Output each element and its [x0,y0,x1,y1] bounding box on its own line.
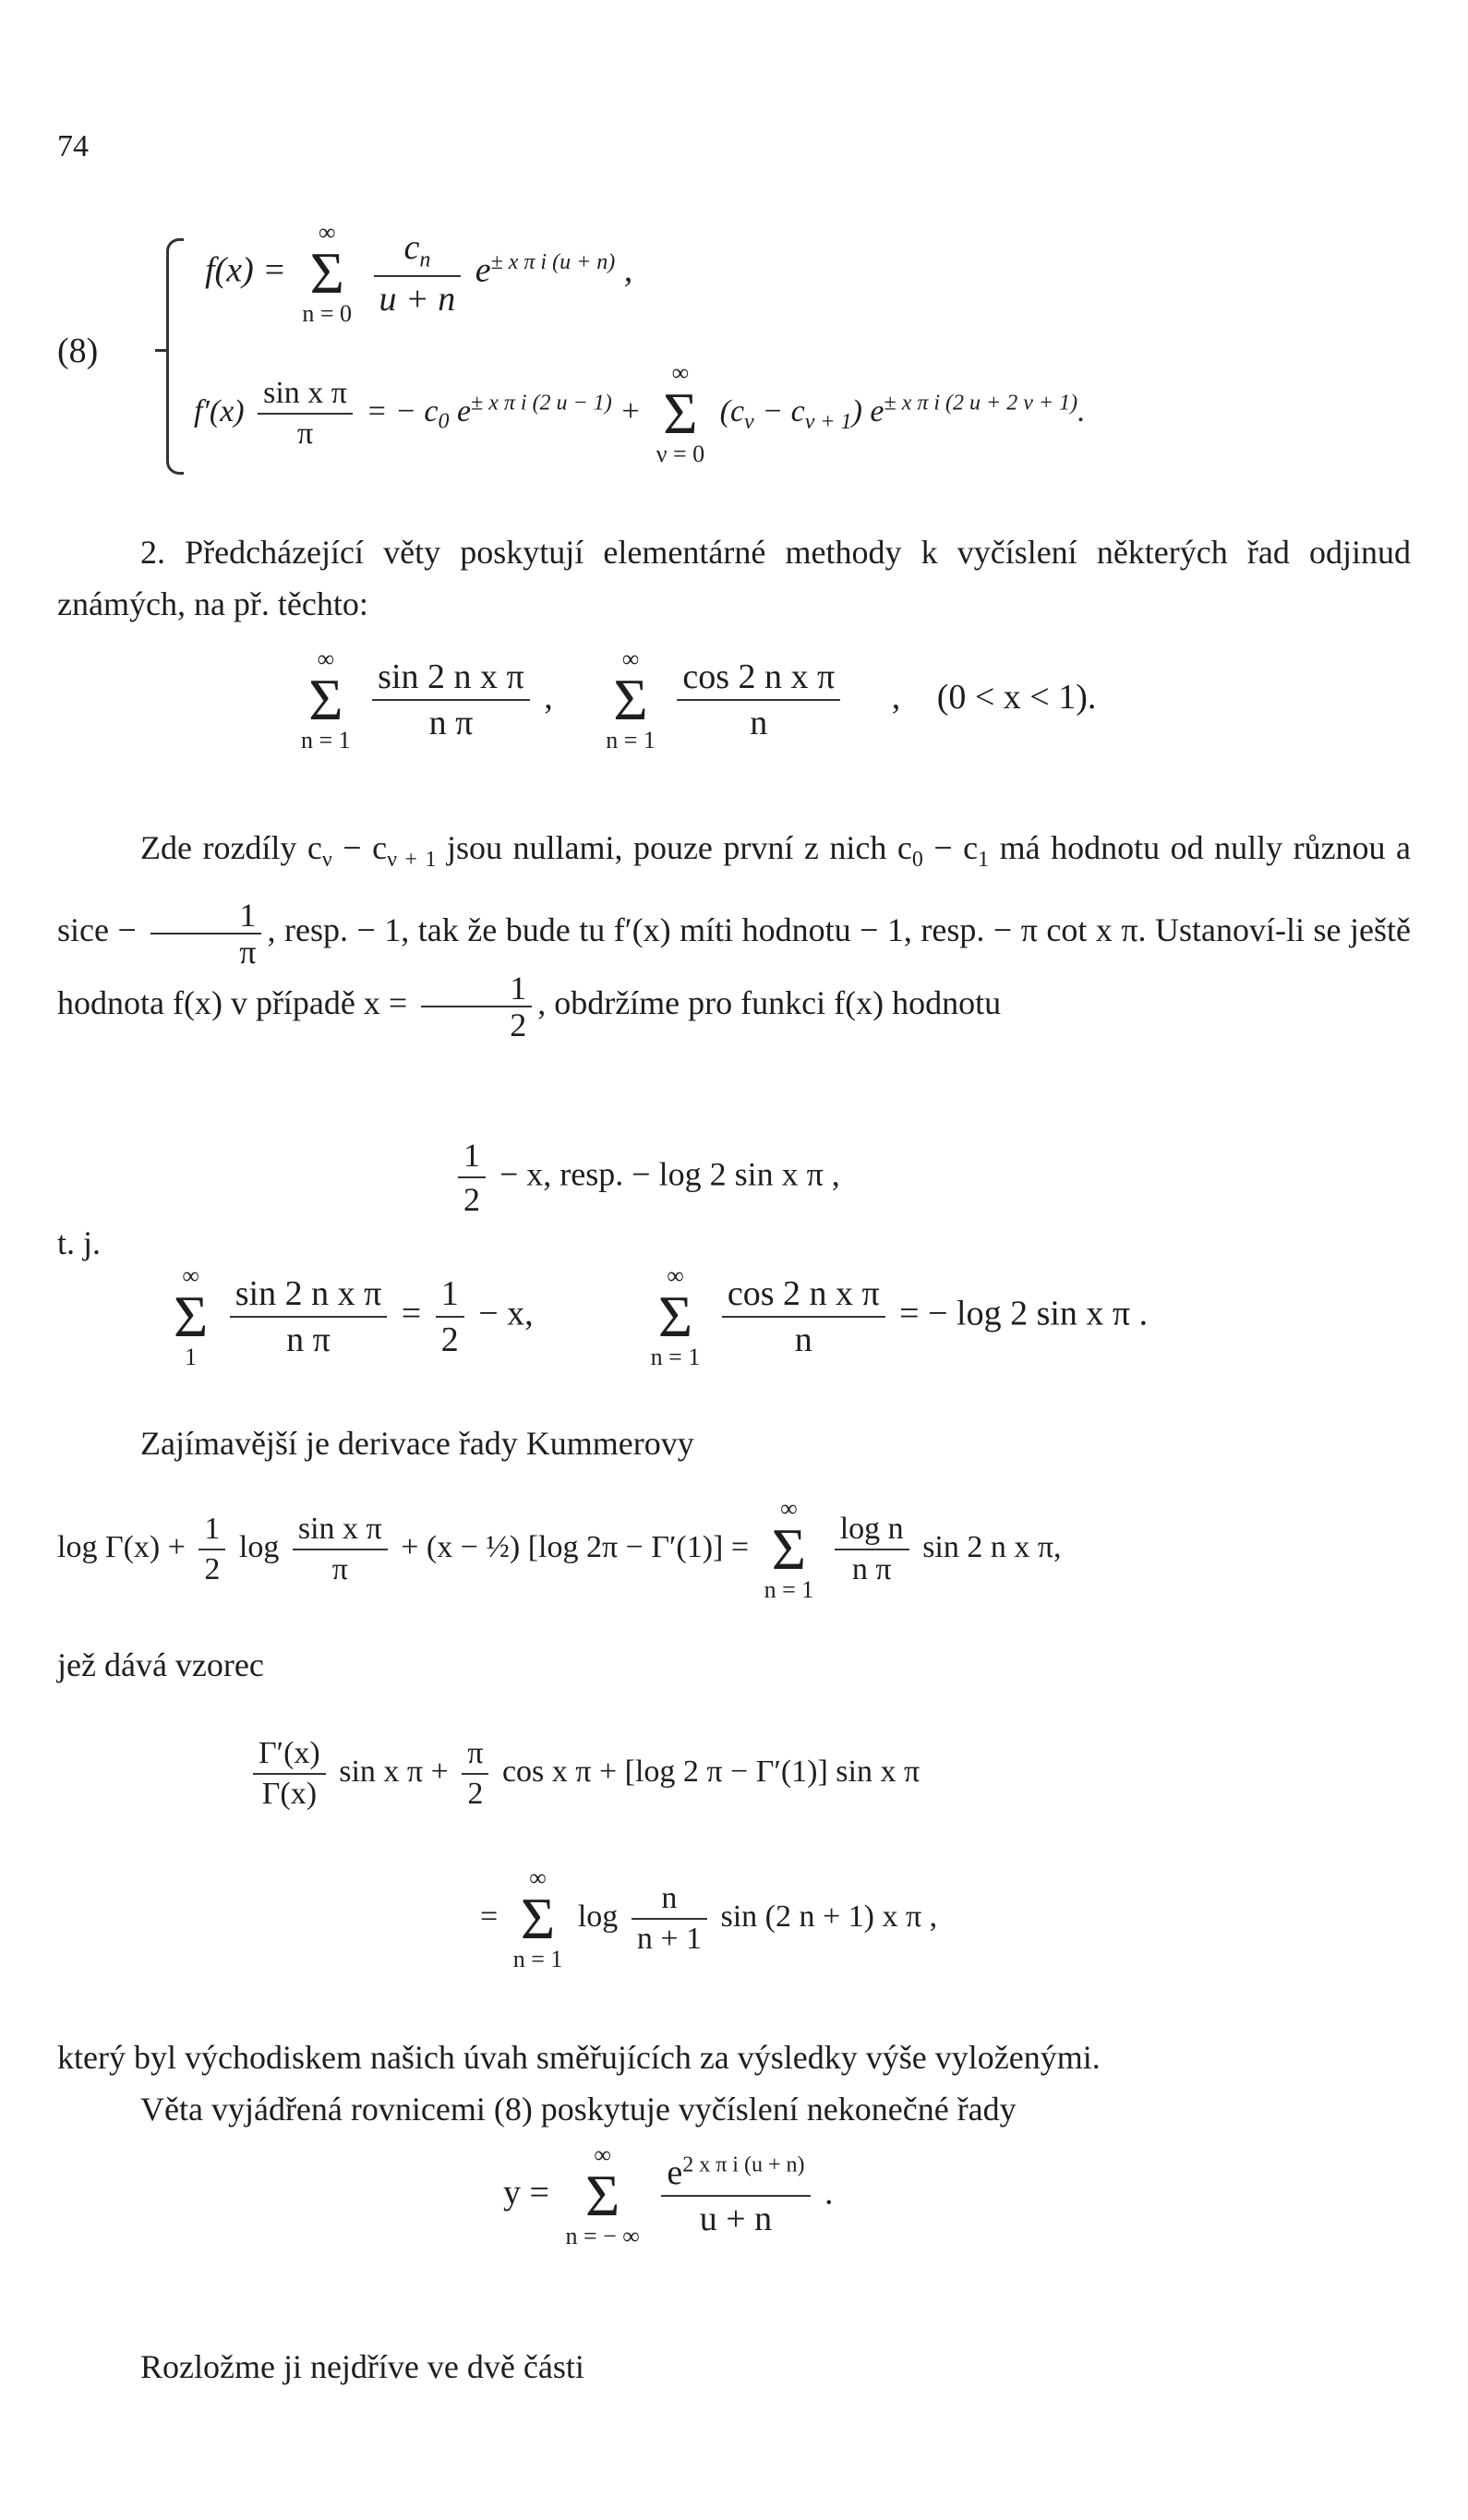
rhs-start: = − c [366,393,439,428]
page-number: 74 [57,129,89,163]
equation-brace-tip [155,349,166,352]
term: $(c_\nu - c_{\nu + 1})$ e [719,393,884,434]
lhs: f′(x) [194,393,245,428]
exponent-1: ± x π i (2 u − 1) [471,391,612,416]
paragraph-3: Zde rozdíly $c_\nu - c_{\nu + 1}$ jsou nullami, pouze první z nich $c_0 - c_1$ má hodnotu od nully různou a sice − $\frac{1}{\pi}$ , resp. − 1, tak že bude tu f′(x) míti hodnotu − 1, resp. − π cot x π. Ustanoví-li se ještě hodnota f(x) v případě x = $\frac{1}{2}$ , obdržíme pro funkci f(x) hodnotu [57,829,1412,1043]
sum-lower: n = 0 [302,300,353,327]
tail: , [623,250,633,290]
sum-symbol-2: ∞ Σ n = 1 [606,645,656,754]
exp-base: e [475,250,491,290]
paragraph-6: který byl východiskem našich úvah směřujících za výsledky výše vyloženými. [57,2039,1101,2076]
formula-line-1: $\frac{\Gamma'(x)}{\Gamma(x)}$ sin x π + $\frac{\pi}{2}$ cos x π + [log 2 π − Γ′(1)] sin x π [247,1736,920,1812]
lhs: f(x) = [205,250,286,290]
fraction [258,376,353,452]
fraction [374,227,462,320]
paragraph-7: Věta vyjádřená rovnicemi (8) poskytuje vyčíslení nekonečné řady [140,2091,1017,2128]
equation-8-line-2: f′(x) $\frac{\text{sin x π}}{\pi}$ = − $c_0$ $e^{\pm x \pi i (2 u - 1)}$ + ∞ Σ ν = 0 $(c_\nu - c_{\nu + 1})$ $e^{\pm x \pi i (2 u + 2 \nu + 1)}$. [194,359,1086,467]
formula-line-2: = ∞ Σ n = 1 log $\frac{n}{n + 1}$ sin (2 n + 1) x π , [480,1864,938,1972]
sum-symbol [656,360,704,467]
paragraph-4: Zajímavější je derivace řady Kummerovy [140,1425,694,1462]
equation-brace [166,238,184,475]
numerator: $c_n$ [374,227,462,277]
series-y: y = ∞ Σ n = − ∞ $\frac{e^{2 x \pi i (u + n)}}{u + n}$ . [503,2141,834,2249]
paragraph-2: 2. Předcházející věty poskytují elementárné methody k vyčíslení některých řad odjinud známých, na př. těchto: [57,534,1411,622]
sum-lower: ν = 0 [656,440,705,467]
fraction-2: $\frac{\text{cos 2 n x π}}{n}$ [677,657,840,743]
condition: (0 < x < 1). [936,677,1097,717]
sum-symbol-1: ∞ Σ n = 1 [301,645,351,754]
values-line: $\frac{1}{2}$ − x, resp. − log 2 sin x π , [452,1136,840,1219]
denominator: π [296,416,314,451]
label-tj: t. j. [57,1224,102,1261]
numerator: sin x π [258,376,353,415]
paragraph-8: Rozložme ji nejdříve ve dvě části [140,2348,584,2385]
results-line: ∞ Σ 1 $\frac{\text{sin 2 n x π}}{\text{n π}}$ = $\frac{1}{2}$ − x, ∞ Σ n = 1 $\frac{\text{cos 2 n x π}}{n}$ = − log 2 sin x π . [174,1262,1149,1370]
equation-8-line-1 [205,220,632,327]
series-examples: ∞ Σ n = 1 $\frac{\text{sin 2 n x π}}{\text{n π}}$ , ∞ Σ n = 1 $\frac{\text{cos 2 n x π}}{n}$ , (0 < x < 1). [301,645,1097,754]
sum-symbol [302,220,352,327]
sigma: Σ [309,240,344,306]
sigma: Σ [663,380,698,446]
exp-base: e [456,393,472,428]
kummer-equation: log Γ(x) + $\frac{1}{2}$ log $\frac{\text{sin x π}}{\pi}$ + (x − ½) [log 2π − Γ′(1)] = ∞ Σ n = 1 $\frac{\text{log n}}{\text{n π}}$ sin 2 n x π, [57,1495,1062,1603]
exponent: ± x π i (u + n) [490,250,616,275]
sum-upper: ∞ [671,359,690,386]
sum-upper: ∞ [318,219,336,246]
paragraph-5: jež dává vzorec [57,1646,264,1683]
plus: + [620,393,642,428]
equation-label: (8) [57,332,99,370]
exponent-2: ± x π i (2 u + 2 ν + 1) [884,391,1078,416]
fraction-1: $\frac{\text{sin 2 n x π}}{\text{n π}}$ [372,657,530,743]
denominator: u + n [379,279,456,319]
